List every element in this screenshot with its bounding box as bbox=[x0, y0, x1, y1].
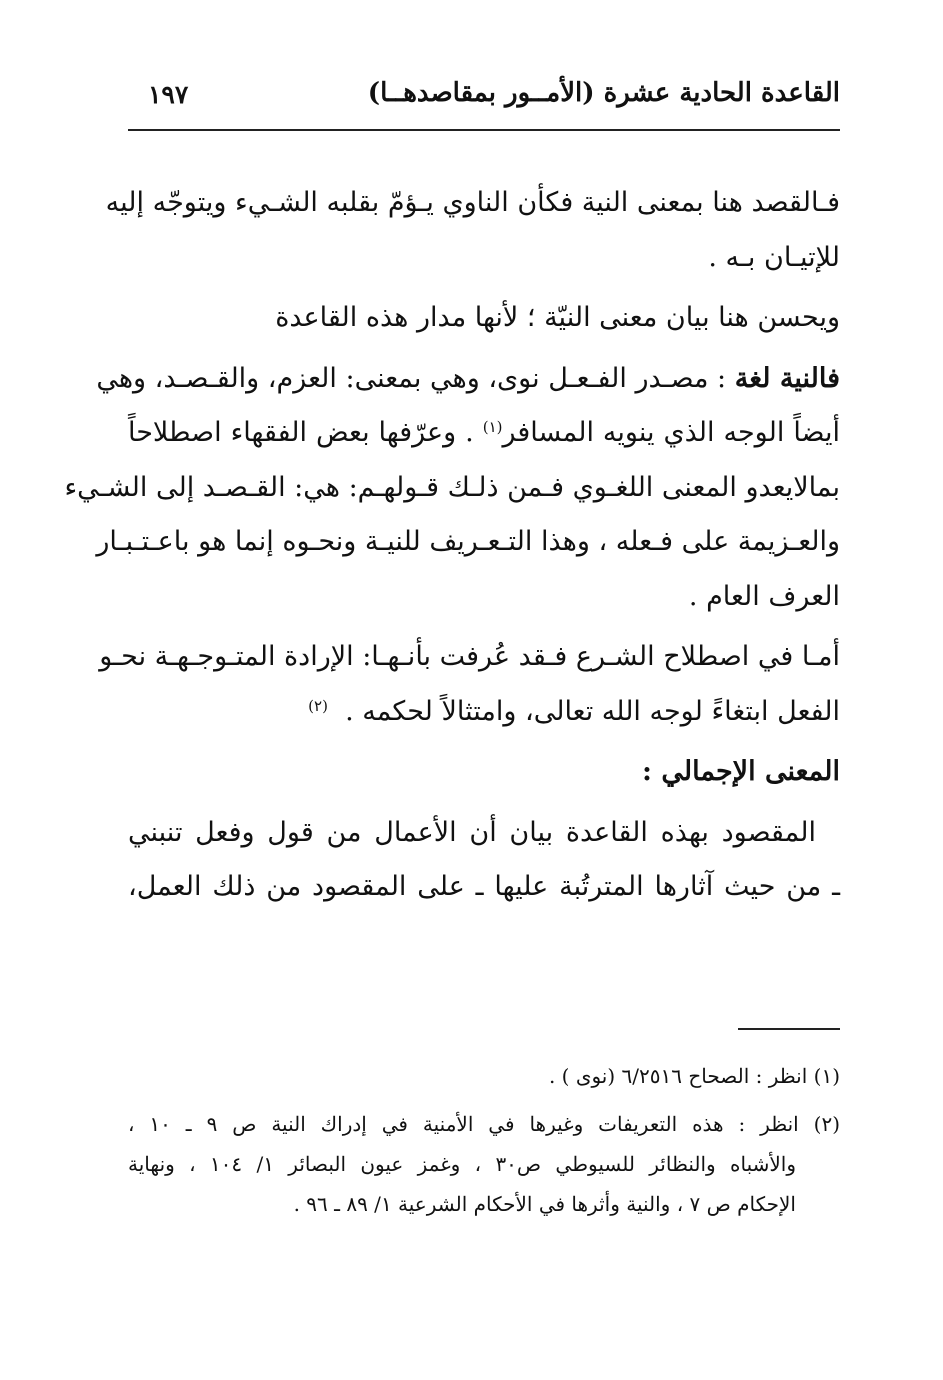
text-line: ـ من حيث آثارها المترتُبة عليها ـ على المقصود من ذلك العمل، bbox=[128, 871, 840, 902]
text-fragment: أيضاً الوجه الذي ينويه المسافر bbox=[502, 417, 840, 448]
footnote-ref-2[interactable]: (٢) bbox=[308, 696, 328, 715]
footnote-2-line: (٢) انظر : هذه التعريفات وغيرها في الأمنية في إدراك النية ص ٩ ـ ١٠ ، bbox=[128, 1112, 841, 1136]
main-text bbox=[64, 176, 840, 915]
footnote-1: (١) انظر : الصحاح ٦/٢٥١٦ (نوى ) . bbox=[548, 1064, 840, 1088]
text-line bbox=[128, 685, 840, 740]
text-line: للإتيـان بـه . bbox=[708, 241, 840, 273]
footnote-2-line: والأشباه والنظائر للسيوطي ص٣٠ ، وغمز عيون البصائر ١/ ١٠٤ ، ونهاية bbox=[128, 1152, 796, 1176]
section-heading: المعنى الإجمالي : bbox=[642, 756, 840, 787]
footnotes bbox=[128, 1056, 840, 1224]
footnote-2-line: الإحكام ص ٧ ، والنية وأثرها في الأحكام الشرعية ١/ ٨٩ ـ ٩٦ . bbox=[293, 1192, 796, 1216]
text-line: بمالايعدو المعنى اللغـوي فـمن ذلـك قـولهـم: هي: القـصـد إلى الشـيء bbox=[64, 471, 840, 503]
text-fragment: الفعل ابتغاءً لوجه الله تعالى، وامتثالاً لحكمه . bbox=[345, 695, 840, 727]
text-fragment: . وعرّفها بعض الفقهاء اصطلاحاً bbox=[128, 417, 483, 448]
text-line: العرف العام . bbox=[688, 580, 840, 612]
text-line bbox=[128, 406, 840, 461]
text-line bbox=[96, 352, 840, 407]
footnote-divider bbox=[738, 1028, 840, 1030]
text-fragment: : مصـدر الفـعـل نوى، وهي بمعنى: العزم، والقـصـد، وهي bbox=[96, 362, 735, 394]
running-title: القاعدة الحادية عشرة (الأمــور بمقاصدهــا) bbox=[367, 78, 840, 108]
text-line: المقصود بهذه القاعدة بيان أن الأعمال من قول وفعل تنبني bbox=[128, 816, 816, 848]
text-line: ويحسن هنا بيان معنى النيّة ؛ لأنها مدار هذه القاعدة bbox=[275, 302, 840, 333]
footnote-ref-1[interactable]: (١) bbox=[482, 418, 503, 436]
text-line: والعـزيمة على فـعله ، وهذا التـعـريف للنيـة ونحـوه إنما هو باعـتـبـار bbox=[96, 526, 840, 557]
header-divider bbox=[128, 129, 840, 131]
text-line: أمـا في اصطلاح الشـرع فـقد عُرفت بأنـهـا: الإرادة المتـوجـهـة نحـو bbox=[99, 641, 840, 672]
page-header bbox=[128, 78, 840, 122]
page-number: ١٩٧ bbox=[148, 80, 189, 109]
text-line: فـالقصد هنا بمعنى النية فكأن الناوي يـؤمّ بقلبه الشـيء ويتوجّه إليه bbox=[105, 187, 840, 218]
term-nia-lugha: فالنية لغة bbox=[734, 362, 840, 394]
